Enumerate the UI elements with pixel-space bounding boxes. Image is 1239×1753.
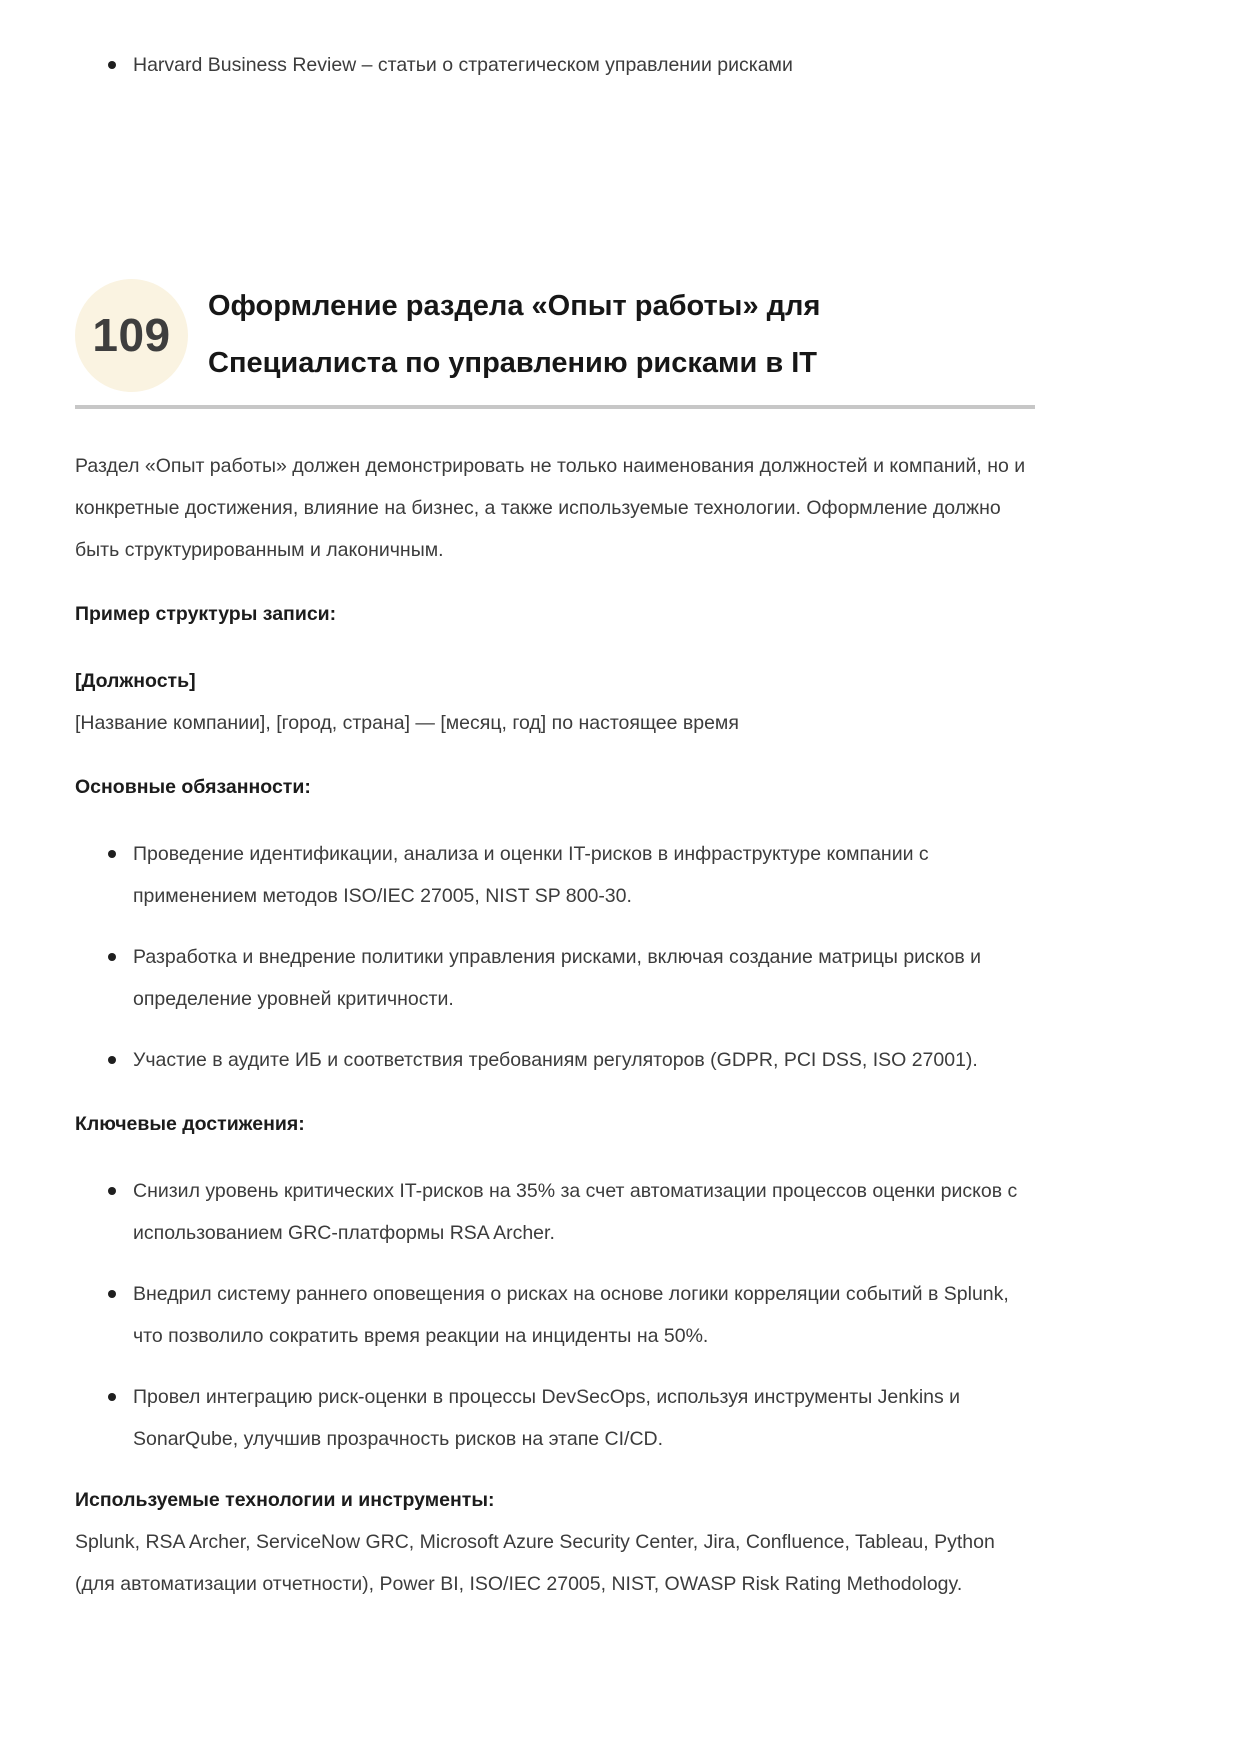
section-header bbox=[75, 278, 1035, 392]
list-item-text: Проведение идентификации, анализа и оценки IT-рисков в инфраструктуре компании с применением методов ISO/IEC 27005, NIST SP 800-30. bbox=[133, 843, 929, 907]
position-placeholder: [Должность] bbox=[75, 670, 196, 692]
title-divider bbox=[75, 405, 1035, 409]
responsibilities-heading: Основные обязанности: bbox=[75, 776, 311, 798]
technologies-heading: Используемые технологии и инструменты: bbox=[75, 1489, 495, 1511]
achievements-heading: Ключевые достижения: bbox=[75, 1113, 305, 1135]
intro-paragraph: Раздел «Опыт работы» должен демонстрировать не только наименования должностей и компаний, но и конкретные достижения, влияние на бизнес, а также используемые технологии. Оформление должно быть структурированным и лаконичным. bbox=[75, 455, 1026, 561]
list-item bbox=[75, 1039, 1035, 1081]
achievements-list bbox=[75, 1170, 1035, 1460]
list-item bbox=[75, 44, 1035, 86]
sources-list bbox=[75, 44, 1035, 86]
list-item-text: Harvard Business Review – статьи о стратегическом управлении рисками bbox=[133, 54, 793, 76]
list-item bbox=[75, 833, 1035, 917]
list-item bbox=[75, 1376, 1035, 1460]
section-number-badge: 109 bbox=[75, 279, 188, 392]
responsibilities-list bbox=[75, 833, 1035, 1081]
list-item-text: Внедрил систему раннего оповещения о рисках на основе логики корреляции событий в Splunk, что позволило сократить время реакции на инциденты на 50%. bbox=[133, 1283, 1009, 1347]
entry-template-block bbox=[75, 660, 1035, 744]
list-item-text: Участие в аудите ИБ и соответствия требованиям регуляторов (GDPR, PCI DSS, ISO 27001). bbox=[133, 1049, 978, 1071]
list-item bbox=[75, 1170, 1035, 1254]
list-item bbox=[75, 936, 1035, 1020]
list-item-text: Разработка и внедрение политики управления рисками, включая создание матрицы рисков и определение уровней критичности. bbox=[133, 946, 982, 1010]
technologies-block bbox=[75, 1479, 1035, 1605]
list-item bbox=[75, 1273, 1035, 1357]
structure-example-heading: Пример структуры записи: bbox=[75, 603, 337, 625]
list-item-text: Провел интеграцию риск-оценки в процессы DevSecOps, используя инструменты Jenkins и SonarQube, улучшив прозрачность рисков на этапе CI/CD. bbox=[133, 1386, 961, 1450]
technologies-text: Splunk, RSA Archer, ServiceNow GRC, Microsoft Azure Security Center, Jira, Confluence, Tableau, Python (для автоматизации отчетности), Power BI, ISO/IEC 27005, NIST, OWASP Risk Rating Methodology. bbox=[75, 1531, 995, 1595]
company-placeholder: [Название компании], [город, страна] — [месяц, год] по настоящее время bbox=[75, 712, 739, 734]
list-item-text: Снизил уровень критических IT-рисков на 35% за счет автоматизации процессов оценки рисков с использованием GRC-платформы RSA Archer. bbox=[133, 1180, 1018, 1244]
section-title: Оформление раздела «Опыт работы» для Специалиста по управлению рисками в IT bbox=[208, 290, 821, 379]
